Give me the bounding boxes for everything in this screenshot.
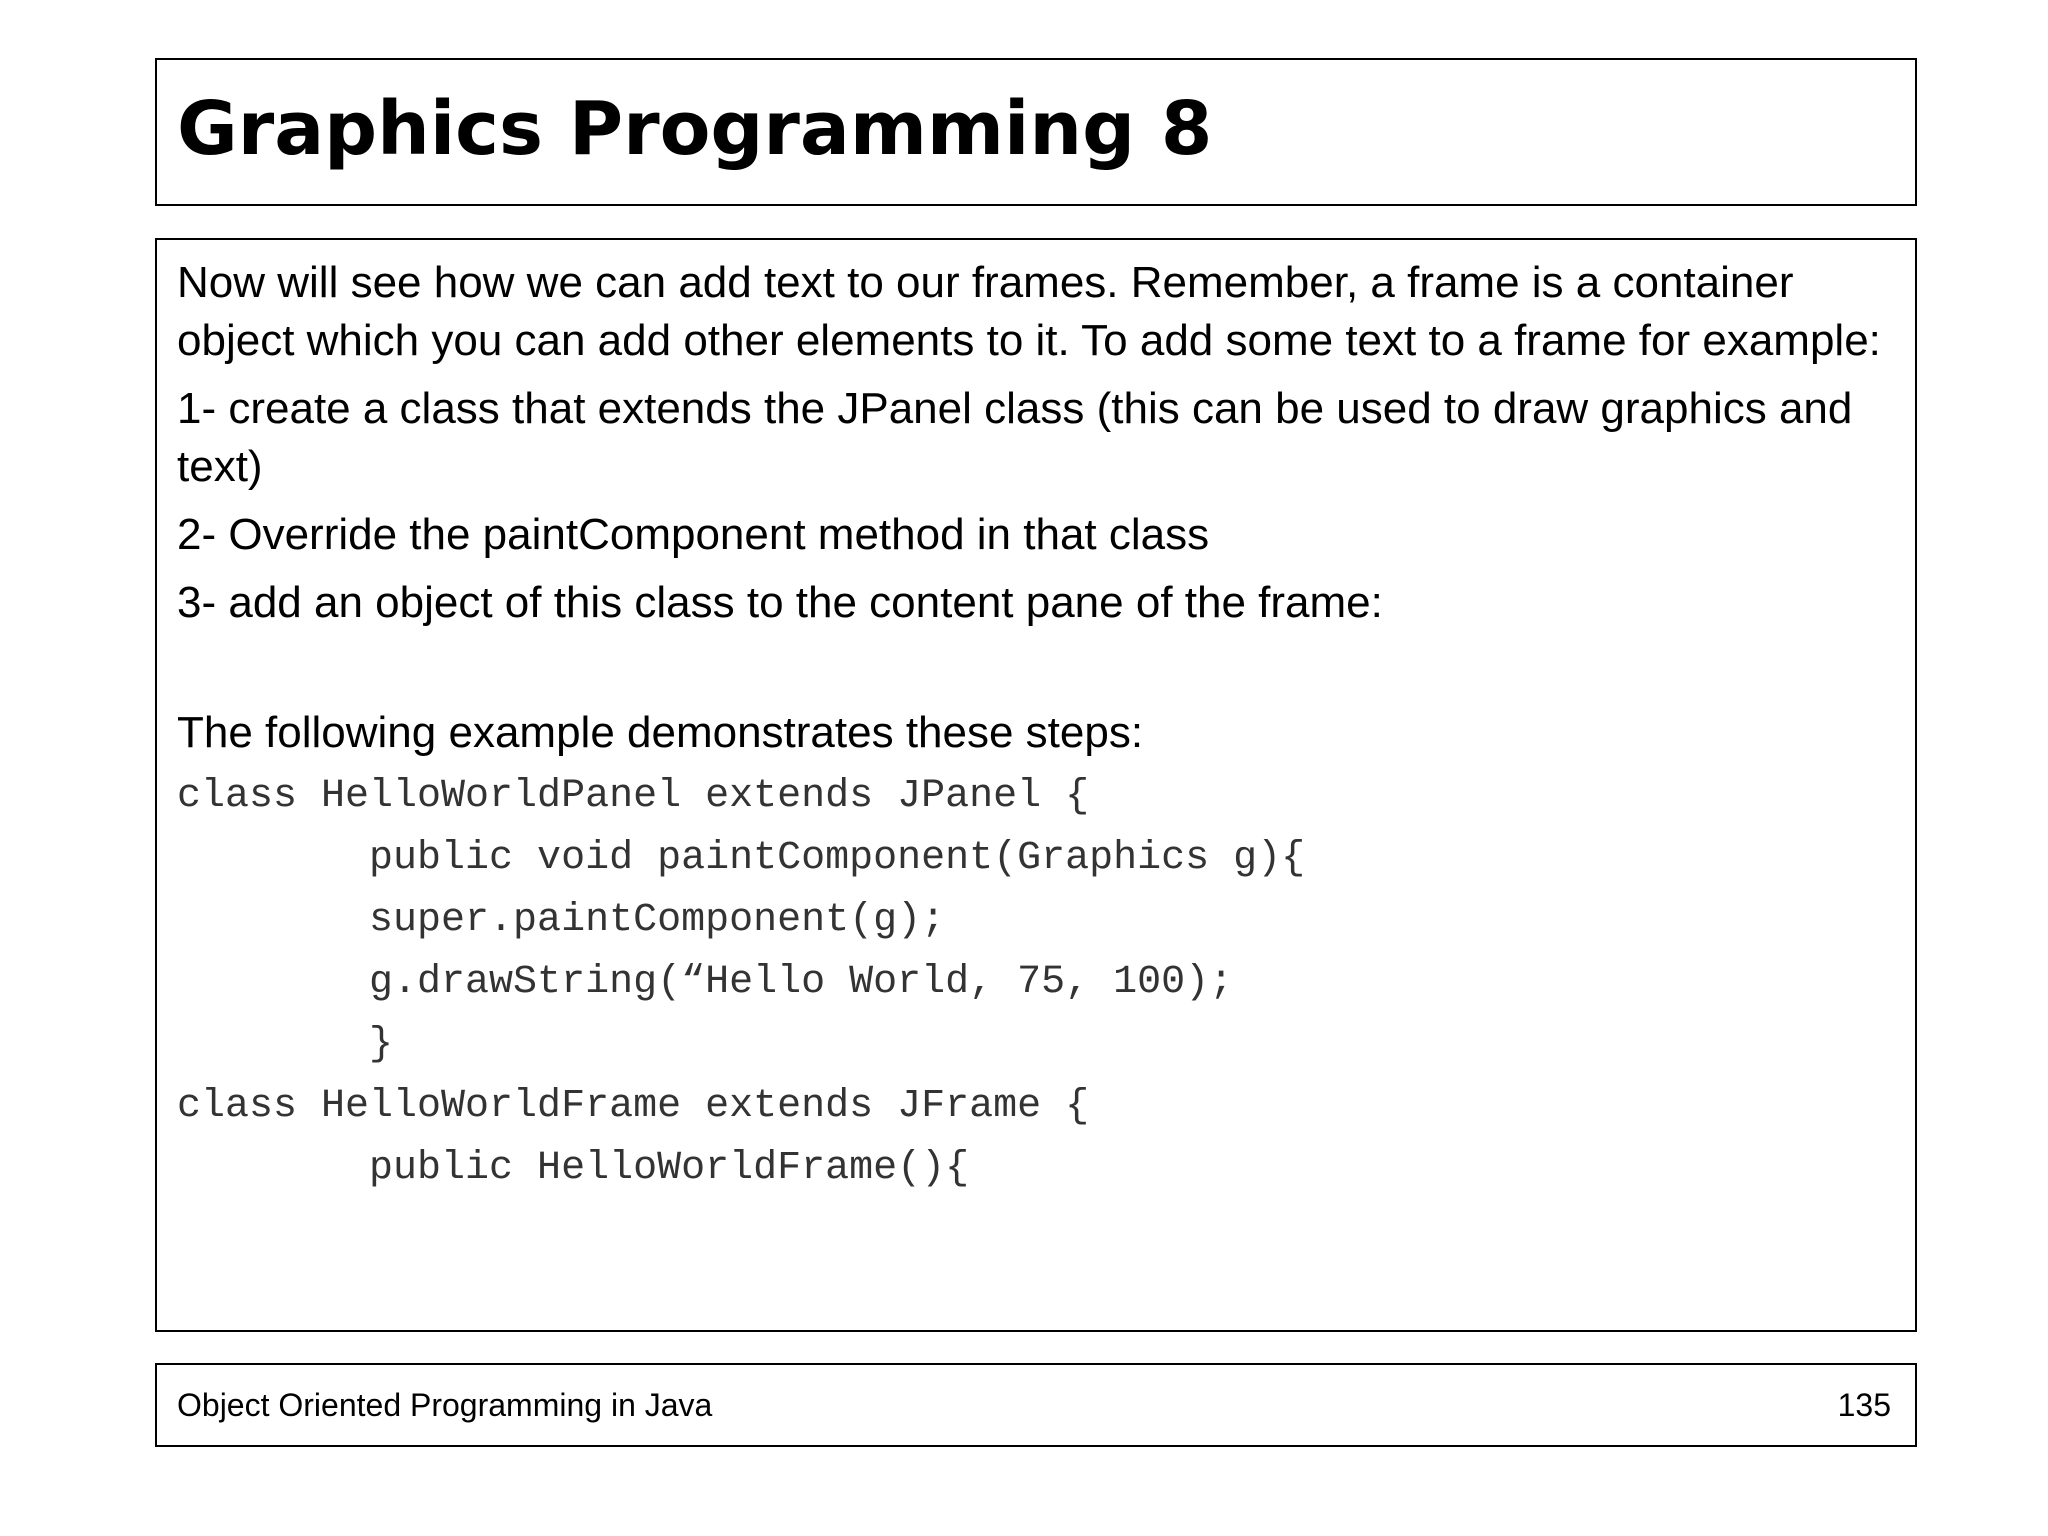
- example-intro: The following example demonstrates these steps:: [177, 708, 1144, 757]
- content-box: [155, 238, 1917, 1332]
- slide-body: [177, 254, 1897, 1200]
- course-title: Object Oriented Programming in Java: [177, 1387, 713, 1423]
- code-line: public HelloWorldFrame(){: [177, 1146, 970, 1191]
- code-line: g.drawString(“Hello World, 75, 100);: [177, 960, 1234, 1005]
- code-line: class HelloWorldFrame extends JFrame {: [177, 1084, 1090, 1129]
- code-line: class HelloWorldPanel extends JPanel {: [177, 774, 1090, 819]
- code-line: super.paintComponent(g);: [177, 898, 946, 943]
- footer: [155, 1363, 1917, 1447]
- code-block: [177, 766, 1897, 1200]
- intro-paragraph: Now will see how we can add text to our frames. Remember, a frame is a container object which you can add other elements to it. To add some text to a frame for example:: [177, 258, 1881, 365]
- step-2: 2- Override the paintComponent method in that class: [177, 510, 1210, 559]
- page-number: 135: [1837, 1387, 1891, 1423]
- code-line: }: [177, 1022, 394, 1067]
- title-box: [155, 58, 1917, 206]
- spacer: [177, 632, 1897, 704]
- step-3: 3- add an object of this class to the content pane of the frame:: [177, 578, 1383, 627]
- slide-title: Graphics Programming 8: [177, 86, 1213, 172]
- code-line: public void paintComponent(Graphics g){: [177, 836, 1306, 881]
- step-1: 1- create a class that extends the JPanel class (this can be used to draw graphics and text): [177, 384, 1853, 491]
